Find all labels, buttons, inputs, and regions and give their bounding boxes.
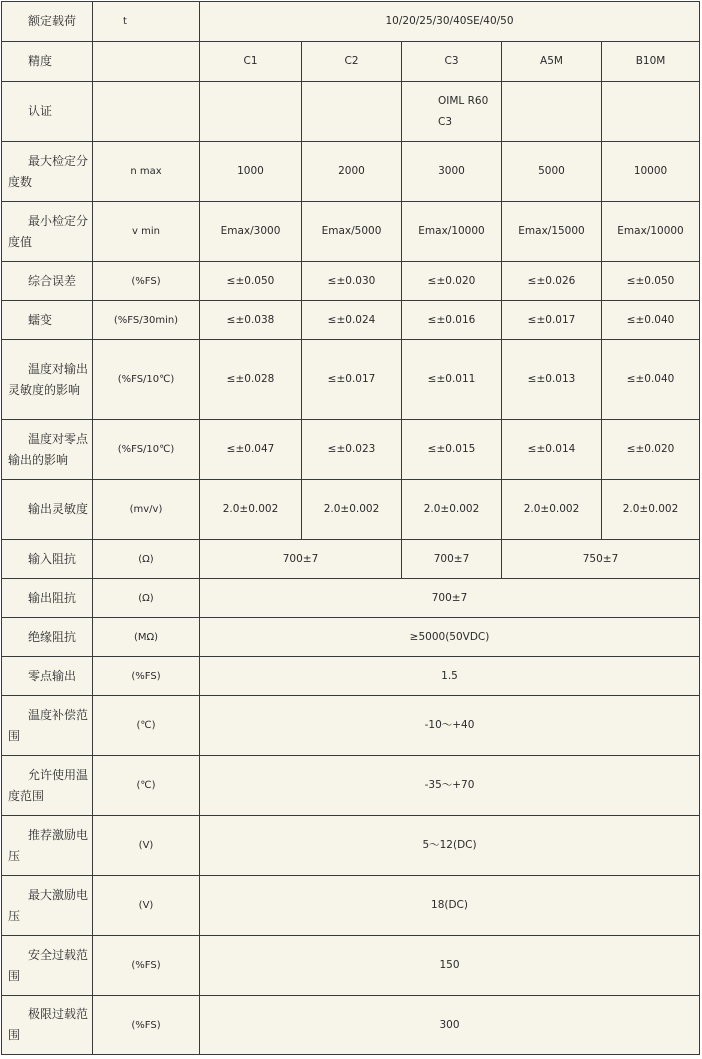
row-value: Emax/15000 <box>502 202 602 262</box>
row-label: 推荐激励电压 <box>2 816 93 876</box>
row-value: ≤±0.038 <box>200 301 302 340</box>
row-label: 零点输出 <box>2 657 93 696</box>
row-label: 最大检定分度数 <box>2 142 93 202</box>
row-unit: (%FS/10℃) <box>93 420 200 480</box>
row-value: Emax/10000 <box>602 202 700 262</box>
row-label: 蠕变 <box>2 301 93 340</box>
row-unit: (Ω) <box>93 540 200 579</box>
row-unit: (℃) <box>93 756 200 816</box>
table-row <box>2 42 700 82</box>
row-value: 2.0±0.002 <box>602 480 700 540</box>
row-value: 300 <box>200 996 700 1055</box>
row-value: Emax/3000 <box>200 202 302 262</box>
cert-a5m <box>502 82 602 142</box>
row-value: ≤±0.040 <box>602 340 700 420</box>
row-value: ≤±0.047 <box>200 420 302 480</box>
cert-c3 <box>402 82 502 142</box>
table-row <box>2 142 700 202</box>
row-unit: (℃) <box>93 696 200 756</box>
row-value: ≤±0.026 <box>502 262 602 301</box>
row-value: ≤±0.020 <box>602 420 700 480</box>
row-value: ≤±0.017 <box>302 340 402 420</box>
row-value: ≤±0.023 <box>302 420 402 480</box>
row-value: ≤±0.030 <box>302 262 402 301</box>
accuracy-a5m: A5M <box>502 42 602 82</box>
row-value: 5～12(DC) <box>200 816 700 876</box>
cert-c2 <box>302 82 402 142</box>
table-row <box>2 696 700 756</box>
row-unit <box>93 42 200 82</box>
row-unit: (%FS) <box>93 996 200 1055</box>
table-row <box>2 2 700 42</box>
table-row <box>2 540 700 579</box>
accuracy-b10m: B10M <box>602 42 700 82</box>
row-value: 750±7 <box>502 540 700 579</box>
table-row <box>2 618 700 657</box>
row-label: 综合误差 <box>2 262 93 301</box>
row-value: -35～+70 <box>200 756 700 816</box>
row-label: 绝缘阻抗 <box>2 618 93 657</box>
table-row <box>2 340 700 420</box>
row-value: ≤±0.017 <box>502 301 602 340</box>
table-row <box>2 262 700 301</box>
table-row <box>2 657 700 696</box>
row-value: ≤±0.024 <box>302 301 402 340</box>
row-value: ≤±0.020 <box>402 262 502 301</box>
row-label: 精度 <box>2 42 93 82</box>
row-unit: (%FS) <box>93 262 200 301</box>
row-value: ≤±0.040 <box>602 301 700 340</box>
accuracy-c1: C1 <box>200 42 302 82</box>
row-value: 700±7 <box>200 579 700 618</box>
table-row <box>2 480 700 540</box>
table-row <box>2 420 700 480</box>
row-value: 700±7 <box>402 540 502 579</box>
cert-b10m <box>602 82 700 142</box>
row-label: 温度对零点输出的影响 <box>2 420 93 480</box>
row-unit: (V) <box>93 876 200 936</box>
table-row <box>2 996 700 1055</box>
row-label: 安全过载范围 <box>2 936 93 996</box>
row-value: 1.5 <box>200 657 700 696</box>
row-value: -10～+40 <box>200 696 700 756</box>
row-value: 700±7 <box>200 540 402 579</box>
table-row <box>2 816 700 876</box>
table-row <box>2 936 700 996</box>
row-label: 温度补偿范围 <box>2 696 93 756</box>
row-label: 允许使用温度范围 <box>2 756 93 816</box>
row-unit: (%FS) <box>93 657 200 696</box>
row-unit: n max <box>93 142 200 202</box>
row-unit: (MΩ) <box>93 618 200 657</box>
cert-c1 <box>200 82 302 142</box>
row-value: 2.0±0.002 <box>302 480 402 540</box>
row-label: 极限过载范围 <box>2 996 93 1055</box>
table-row <box>2 579 700 618</box>
row-value: 2.0±0.002 <box>402 480 502 540</box>
row-label: 最小检定分度值 <box>2 202 93 262</box>
table-row <box>2 756 700 816</box>
row-label: 输出阻抗 <box>2 579 93 618</box>
cert-c3-line1: OIML R60 <box>438 94 489 107</box>
table-row <box>2 82 700 142</box>
row-label: 输入阻抗 <box>2 540 93 579</box>
row-value: ≤±0.050 <box>602 262 700 301</box>
row-value: ≤±0.011 <box>402 340 502 420</box>
row-value: ≤±0.016 <box>402 301 502 340</box>
row-value: ≤±0.050 <box>200 262 302 301</box>
row-label: 输出灵敏度 <box>2 480 93 540</box>
row-label: 温度对输出灵敏度的影响 <box>2 340 93 420</box>
row-value: 2.0±0.002 <box>502 480 602 540</box>
row-value: ≤±0.015 <box>402 420 502 480</box>
row-value: 2.0±0.002 <box>200 480 302 540</box>
row-value: Emax/5000 <box>302 202 402 262</box>
row-unit: (Ω) <box>93 579 200 618</box>
row-value: 18(DC) <box>200 876 700 936</box>
row-unit: (%FS/10℃) <box>93 340 200 420</box>
cert-c3-line2: C3 <box>438 115 453 128</box>
accuracy-c2: C2 <box>302 42 402 82</box>
row-unit: t <box>93 2 200 42</box>
accuracy-c3: C3 <box>402 42 502 82</box>
row-value: 10000 <box>602 142 700 202</box>
table-row <box>2 876 700 936</box>
row-unit: (%FS/30min) <box>93 301 200 340</box>
row-value: 3000 <box>402 142 502 202</box>
row-value: 10/20/25/30/40SE/40/50 <box>200 2 700 42</box>
table-row <box>2 301 700 340</box>
row-unit: (V) <box>93 816 200 876</box>
row-value: Emax/10000 <box>402 202 502 262</box>
spec-table <box>1 1 700 1055</box>
table-row <box>2 202 700 262</box>
row-label: 额定载荷 <box>2 2 93 42</box>
row-value: ≥5000(50VDC) <box>200 618 700 657</box>
row-value: 1000 <box>200 142 302 202</box>
row-unit <box>93 82 200 142</box>
row-label: 认证 <box>2 82 93 142</box>
row-value: 150 <box>200 936 700 996</box>
row-value: ≤±0.013 <box>502 340 602 420</box>
row-unit: v min <box>93 202 200 262</box>
row-value: ≤±0.028 <box>200 340 302 420</box>
row-value: 2000 <box>302 142 402 202</box>
row-value: 5000 <box>502 142 602 202</box>
row-value: ≤±0.014 <box>502 420 602 480</box>
row-unit: (%FS) <box>93 936 200 996</box>
row-label: 最大激励电压 <box>2 876 93 936</box>
row-unit: (mv/v) <box>93 480 200 540</box>
